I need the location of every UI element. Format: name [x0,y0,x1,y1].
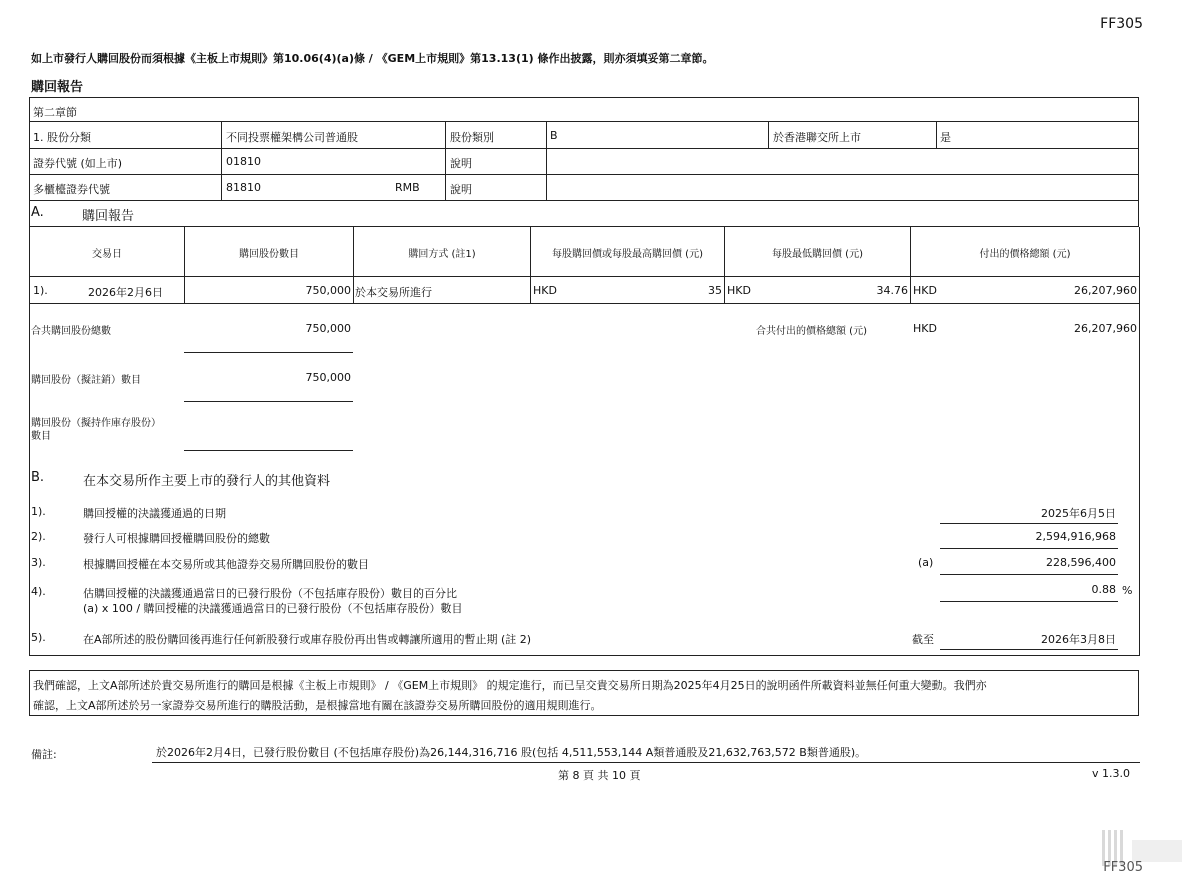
col-header-high-price: 每股購回價或每股最高購回價 (元) [552,249,703,260]
col-header-method: 購回方式 (註1) [408,249,476,260]
total-price-currency: HKD [913,322,937,335]
b-item-5-no: 5). [31,631,46,644]
total-currency: HKD [913,284,937,297]
row-number: 1). [33,284,48,297]
b-item-1-no: 1). [31,505,46,518]
remarks-label: 備註: [31,748,57,761]
share-type-label: 股份類別 [450,131,494,144]
b-item-1-text: 購回授權的決議獲通過的日期 [83,507,226,520]
b-item-3-mark: (a) [918,556,934,569]
col-header-low-price: 每股最低購回價 (元) [772,249,863,260]
section-b-title: 在本交易所作主要上市的發行人的其他資料 [83,474,331,489]
low-price: 34.76 [876,284,908,297]
section-b-letter: B. [31,470,45,485]
b-item-3-no: 3). [31,556,46,569]
col-header-total: 付出的價格總額 (元) [979,249,1071,260]
multi-counter-value: 81810 [226,181,261,194]
b-item-2-value: 2,594,916,968 [1035,530,1116,543]
stock-code-label: 證券代號 (如上市) [33,157,123,170]
chapter-label: 第二章節 [33,106,77,119]
treasury-shares-label-2: 數目 [31,431,51,442]
confirmation-line-1: 我們確認，上文A部所述於貴交易所進行的購回是根據《主板上市規則》 / 《GEM上市規則》 的規定進行，而已呈交貴交易所日期為2025年4月25日的說明函件所載資料並無任何重大變動。我們亦 [33,679,987,692]
b-item-4-unit: % [1122,584,1133,597]
stock-code-value: 01810 [226,155,261,168]
desc-label: 說明 [450,157,472,170]
multi-counter-currency: RMB [395,181,420,194]
section-a-letter: A. [31,205,44,220]
total-paid: 26,207,960 [1074,284,1137,297]
b-item-4-value: 0.88 [1091,583,1116,596]
share-class-label: 1. 股份分類 [33,131,91,144]
b-item-1-value: 2025年6月5日 [1041,507,1116,520]
b-item-4-text-2: (a) x 100 / 購回授權的決議獲通過當日的已發行股份（不包括庫存股份）數目 [83,602,463,615]
total-shares-label: 合共購回股份總數 [31,326,111,337]
high-price: 35 [708,284,722,297]
confirmation-line-2: 確認，上文A部所述於另一家證券交易所進行的購股活動，是根據當地有關在該證券交易所購回股份的適用規則進行。 [33,699,602,712]
total-price-value: 26,207,960 [1074,322,1137,335]
trade-date: 2026年2月6日 [88,286,163,299]
b-item-3-text: 根據購回授權在本交易所或其他證券交易所購回股份的數目 [83,558,369,571]
page-number: 第 8 頁 共 10 頁 [558,769,641,782]
col-header-shares: 購回股份數目 [239,249,299,260]
share-class-value: 不同投票權架構公司普通股 [226,131,358,144]
share-type-value: B [550,129,558,142]
b-item-4-text: 估購回授權的決議獲通過當日的已發行股份（不包括庫存股份）數目的百分比 [83,587,457,600]
shares-bought: 750,000 [305,284,351,297]
report-title: 購回報告 [31,80,84,95]
b-item-4-no: 4). [31,585,46,598]
listed-value: 是 [940,131,951,144]
remarks-text: 於2026年2月4日，已發行股份數目 (不包括庫存股份)為26,144,316,716 股(包括 4,511,553,144 A類普通股及21,632,763,572 B類普通股)。 [156,746,867,759]
cancel-shares-label: 購回股份（擬註銷）數目 [31,375,141,386]
low-price-currency: HKD [727,284,751,297]
total-price-label: 合共付出的價格總額 (元) [756,326,867,337]
form-code: FF305 [1100,16,1143,32]
buyback-method: 於本交易所進行 [355,286,432,299]
footer-form-code: FF305 [1103,860,1143,875]
desc-label-2: 說明 [450,183,472,196]
b-item-5-text: 在A部所述的股份購回後再進行任何新股發行或庫存股份再出售或轉讓所適用的暫止期 (註 2) [83,633,532,646]
intro-text: 如上市發行人購回股份而須根據《主板上市規則》第10.06(4)(a)條 / 《GEM上市規則》第13.13(1) 條作出披露，則亦須填妥第二章節。 [31,52,714,65]
b-item-3-value: 228,596,400 [1046,556,1116,569]
multi-counter-label: 多櫃檯證券代號 [33,183,110,196]
section-a-title: 購回報告 [82,209,135,224]
header-block [29,97,1139,227]
b-item-5-mark: 截至 [912,633,934,646]
version: v 1.3.0 [1092,767,1130,780]
cancel-shares-value: 750,000 [305,371,351,384]
col-header-date: 交易日 [92,249,122,260]
high-price-currency: HKD [533,284,557,297]
listed-label: 於香港聯交所上市 [773,131,861,144]
treasury-shares-label-1: 購回股份（擬持作庫存股份） [31,418,161,429]
total-shares-value: 750,000 [305,322,351,335]
b-item-5-value: 2026年3月8日 [1041,633,1116,646]
b-item-2-text: 發行人可根據購回授權購回股份的總數 [83,532,270,545]
b-item-2-no: 2). [31,530,46,543]
